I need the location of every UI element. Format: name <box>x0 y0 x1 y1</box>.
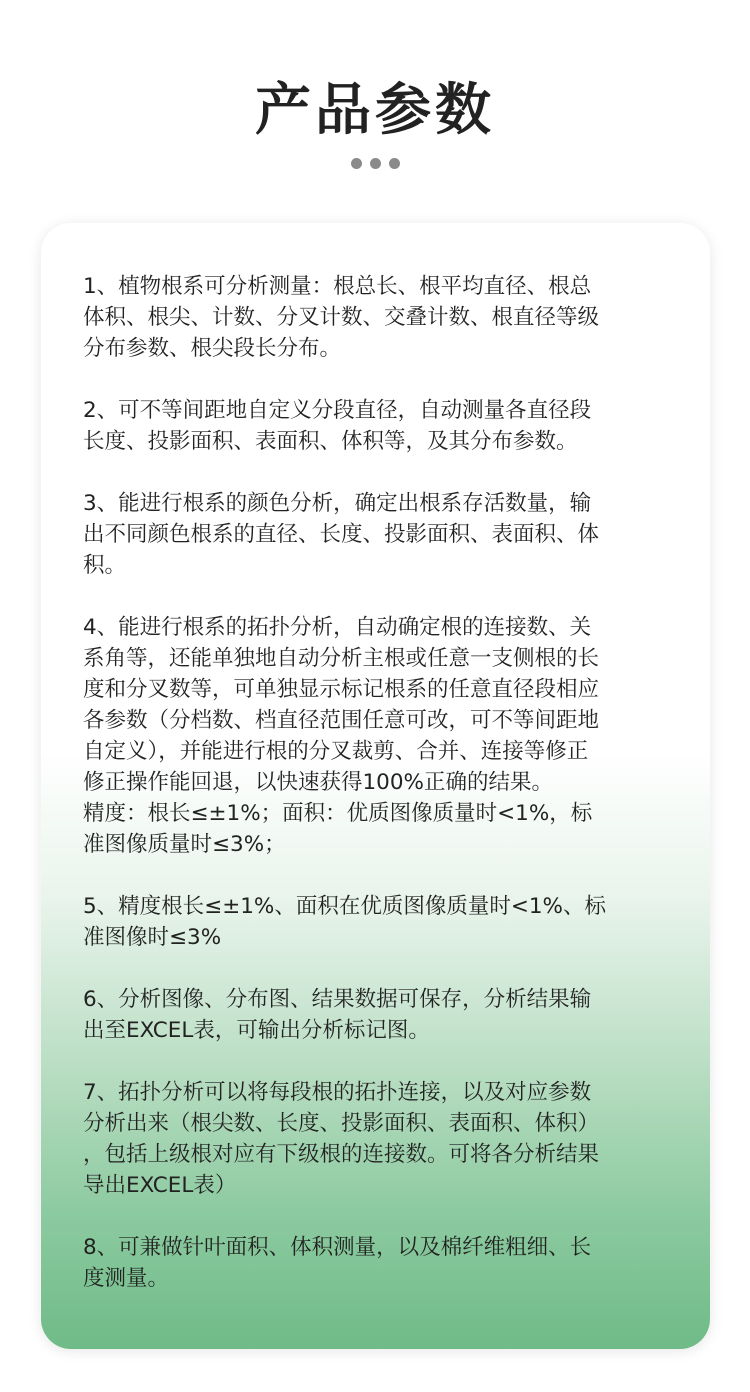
parameters-list <box>83 271 673 1325</box>
parameter-text-line: ，包括上级根对应有下级根的连接数。可将各分析结果 <box>83 1142 600 1167</box>
parameter-text-line: 7、拓扑分析可以将每段根的拓扑连接，以及对应参数 <box>83 1080 592 1105</box>
parameter-item <box>83 984 673 1046</box>
parameter-text-line: 1、植物根系可分析测量：根总长、根平均直径、根总 <box>83 274 592 299</box>
parameter-item <box>83 488 673 581</box>
parameter-text-line: 度和分叉数等，可单独显示标记根系的任意直径段相应 <box>83 677 600 702</box>
dot-icon <box>389 158 400 169</box>
parameter-text-line: 2、可不等间距地自定义分段直径，自动测量各直径段 <box>83 398 592 423</box>
parameter-text-line: 积。 <box>83 553 127 578</box>
dot-icon <box>370 158 381 169</box>
parameter-item <box>83 1232 673 1294</box>
parameter-text-line: 长度、投影面积、表面积、体积等，及其分布参数。 <box>83 429 578 454</box>
parameter-text-line: 精度：根长≤±1%；面积：优质图像质量时<1%，标 <box>83 801 593 826</box>
parameter-item <box>83 1077 673 1201</box>
title-decoration-dots <box>0 158 750 169</box>
parameter-item <box>83 891 673 953</box>
parameter-text-line: 分析出来（根尖数、长度、投影面积、表面积、体积） <box>83 1111 600 1136</box>
parameter-text-line: 分布参数、根尖段长分布。 <box>83 336 342 361</box>
parameter-text-line: 自定义），并能进行根的分叉裁剪、合并、连接等修正 <box>83 739 589 764</box>
parameter-item <box>83 395 673 457</box>
parameter-text-line: 导出EXCEL表） <box>83 1173 237 1198</box>
parameter-text-line: 度测量。 <box>83 1266 170 1291</box>
parameter-text-line: 出不同颜色根系的直径、长度、投影面积、表面积、体 <box>83 522 600 547</box>
parameter-text-line: 各参数（分档数、档直径范围任意可改，可不等间距地 <box>83 708 600 733</box>
parameter-text-line: 修正操作能回退，以快速获得100%正确的结果。 <box>83 770 553 795</box>
parameter-text-line: 6、分析图像、分布图、结果数据可保存，分析结果输 <box>83 987 592 1012</box>
parameter-text-line: 准图像时≤3% <box>83 925 222 950</box>
parameter-text-line: 出至EXCEL表，可输出分析标记图。 <box>83 1018 430 1043</box>
page-title: 产品参数 <box>255 78 495 143</box>
parameter-item <box>83 612 673 860</box>
parameter-text-line: 3、能进行根系的颜色分析，确定出根系存活数量，输 <box>83 491 592 516</box>
parameter-text-line: 体积、根尖、计数、分叉计数、交叠计数、根直径等级 <box>83 305 600 330</box>
parameter-text-line: 系角等，还能单独地自动分析主根或任意一支侧根的长 <box>83 646 600 671</box>
parameter-text-line: 8、可兼做针叶面积、体积测量，以及棉纤维粗细、长 <box>83 1235 592 1260</box>
parameter-item <box>83 271 673 364</box>
parameters-card <box>41 223 710 1349</box>
parameter-text-line: 4、能进行根系的拓扑分析，自动确定根的连接数、关 <box>83 615 592 640</box>
parameter-text-line: 准图像质量时≤3%； <box>83 832 286 857</box>
parameter-text-line: 5、精度根长≤±1%、面积在优质图像质量时<1%、标 <box>83 894 606 919</box>
dot-icon <box>351 158 362 169</box>
